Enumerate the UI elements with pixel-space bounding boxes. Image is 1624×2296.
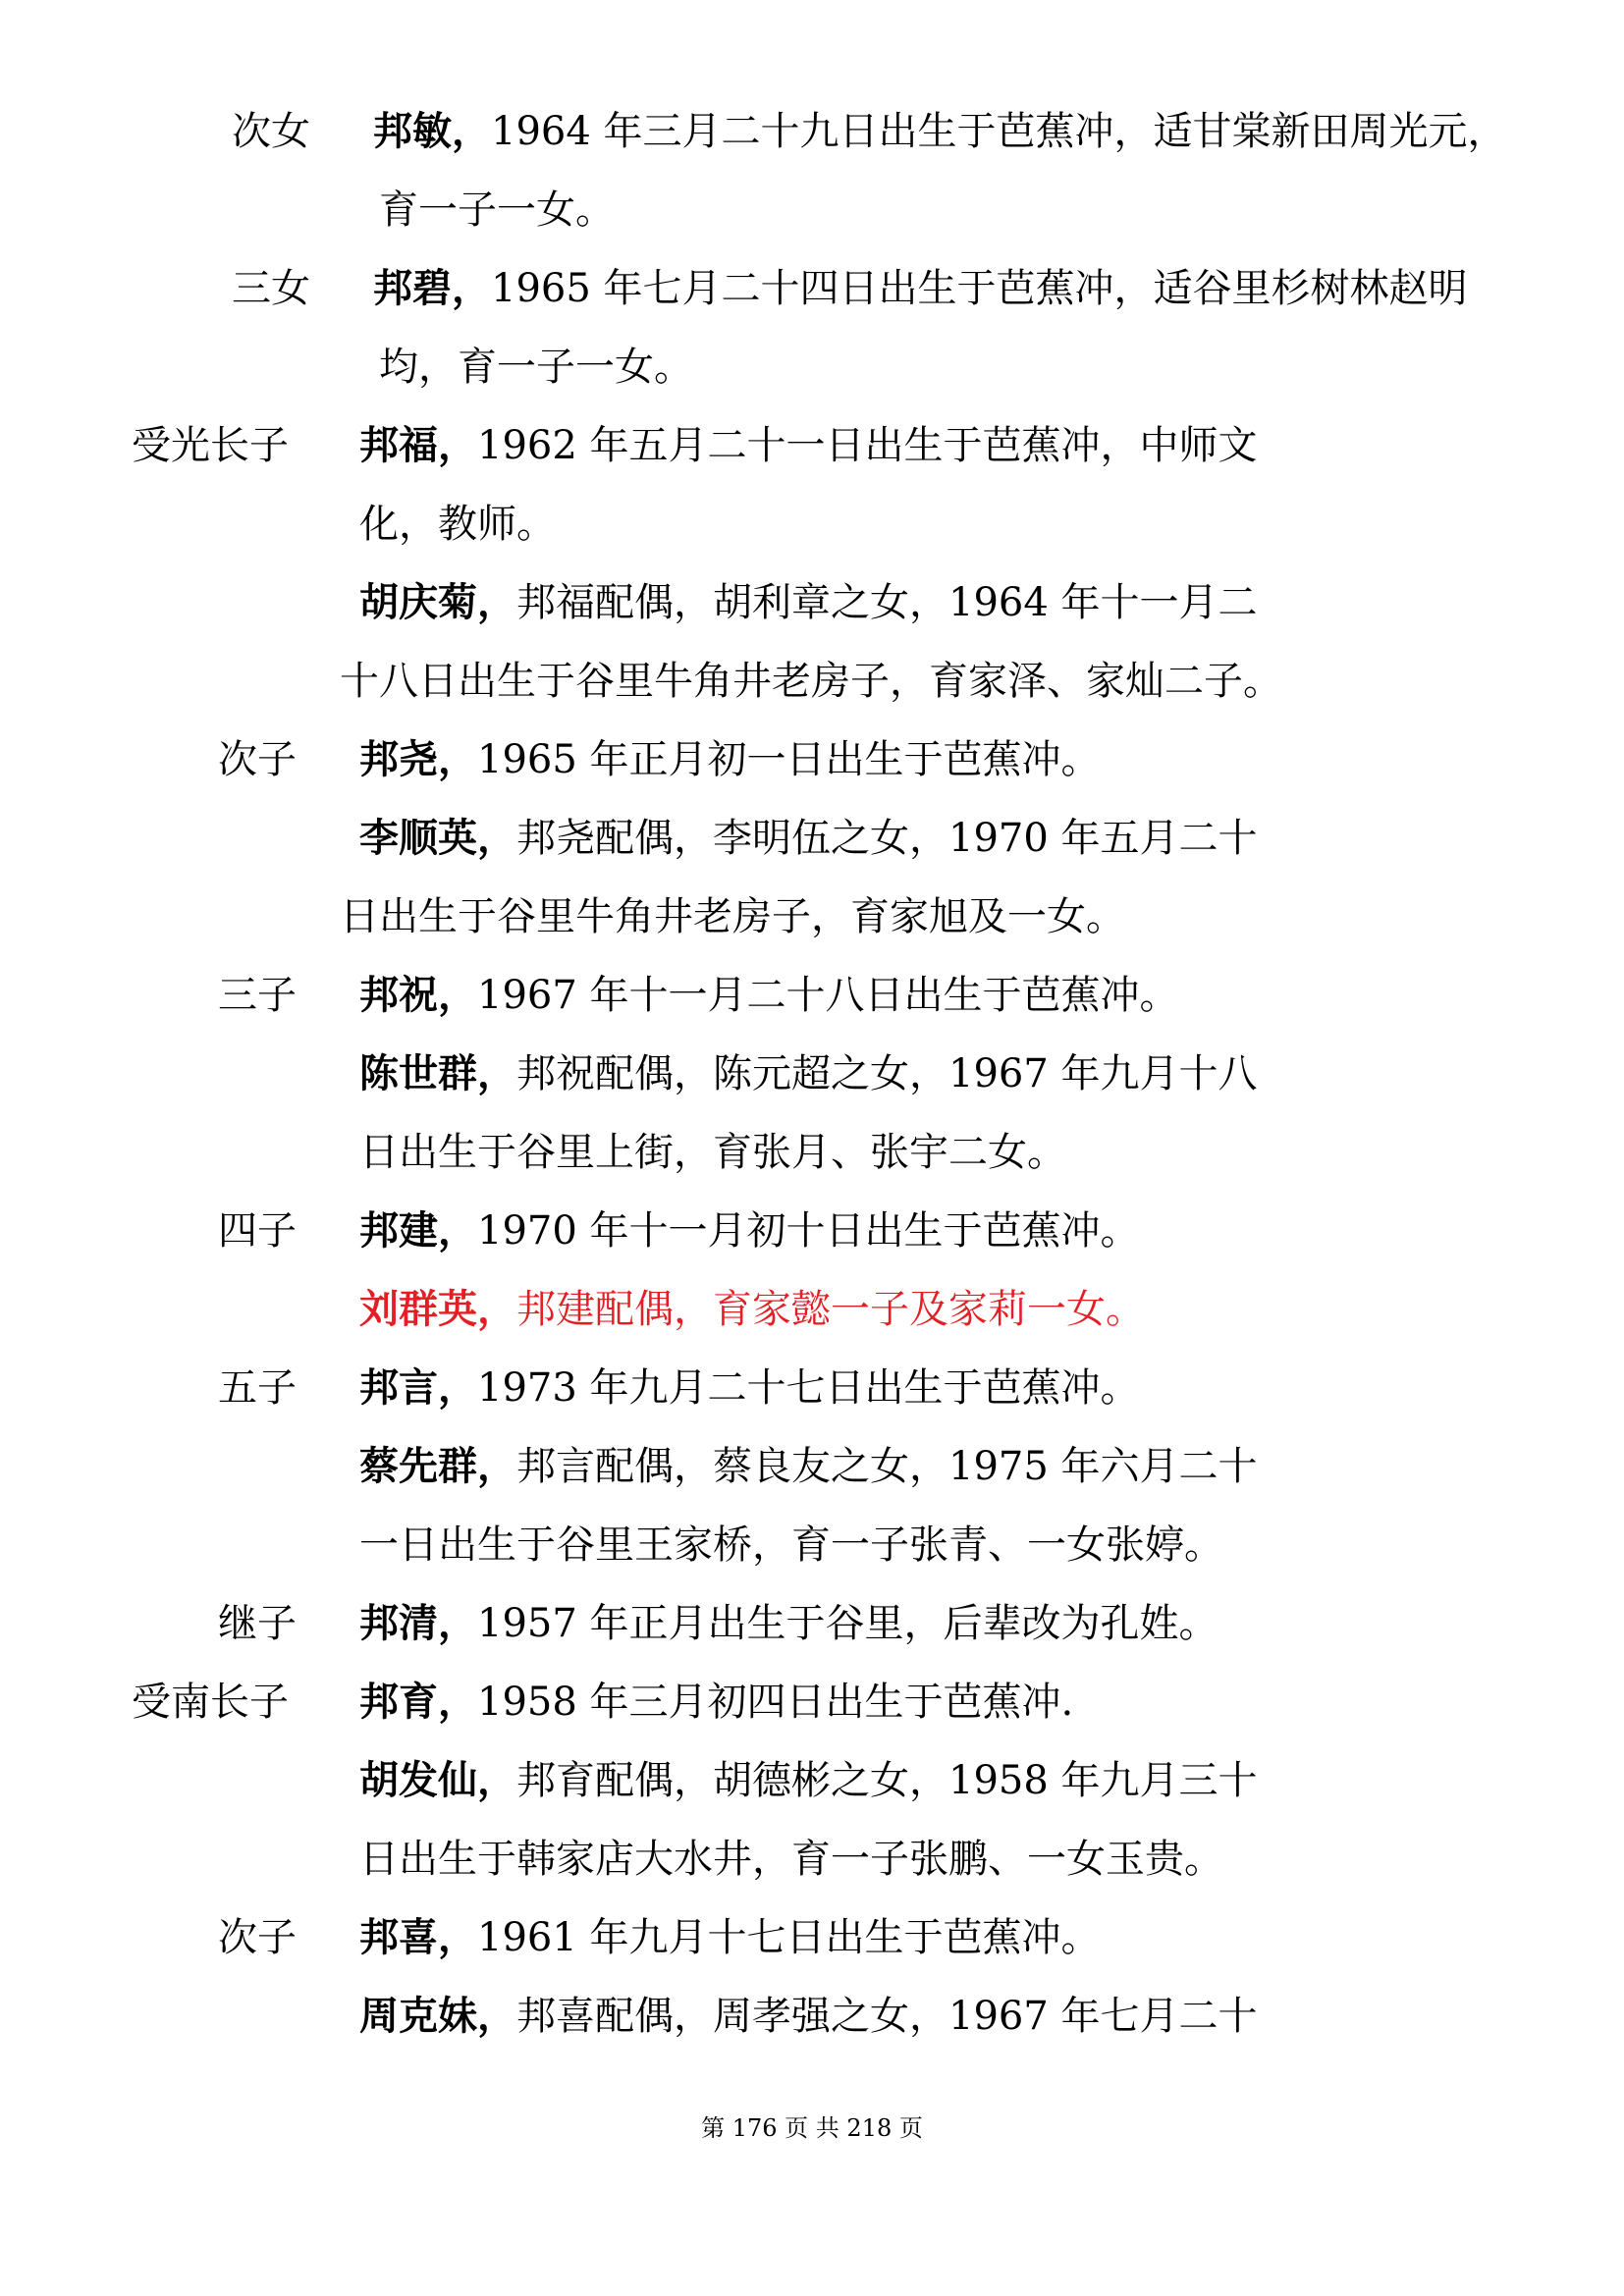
entry-continuation: 日出生于谷里上街，育张月、张宇二女。 — [359, 1130, 1066, 1175]
entry-continuation: 均，育一子一女。 — [379, 345, 693, 390]
person-name: 邦祝， — [359, 972, 477, 1018]
person-name: 邦福， — [359, 422, 477, 468]
entry-continuation: 日出生于谷里牛角井老房子，育家旭及一女。 — [340, 894, 1125, 939]
entry-continuation: 育一子一女。 — [379, 187, 615, 233]
entry-text: 1970 年十一月初十日出生于芭蕉冲。 — [477, 1208, 1140, 1254]
role-label: 受南长子 — [132, 1680, 289, 1725]
person-name: 邦尧， — [359, 736, 477, 782]
role-label: 受光长子 — [132, 423, 289, 468]
role-label: 五子 — [218, 1365, 297, 1411]
entry-line — [359, 1437, 1258, 1496]
person-name: 邦清， — [359, 1600, 477, 1646]
entry-line — [359, 730, 1101, 789]
entry-line — [373, 102, 1507, 161]
entry-line — [359, 809, 1258, 868]
entry-line — [359, 1908, 1101, 1967]
entry-text: 1962 年五月二十一日出生于芭蕉冲，中师文 — [477, 423, 1258, 468]
entry-line — [359, 1987, 1258, 2046]
person-name: 胡发仙， — [359, 1757, 516, 1803]
role-label: 三女 — [232, 266, 310, 311]
entry-line — [359, 1751, 1258, 1810]
entry-line — [359, 1359, 1140, 1417]
entry-text: 邦育配偶，胡德彬之女，1958 年九月三十 — [516, 1758, 1258, 1803]
entry-text: 邦喜配偶，周孝强之女，1967 年七月二十 — [516, 1994, 1258, 2039]
role-label: 继子 — [218, 1601, 297, 1646]
entry-text: 1967 年十一月二十八日出生于芭蕉冲。 — [477, 973, 1179, 1018]
entry-text: 1965 年正月初一日出生于芭蕉冲。 — [477, 737, 1101, 782]
person-name: 邦育， — [359, 1679, 477, 1725]
entry-text: 邦祝配偶，陈元超之女，1967 年九月十八 — [516, 1051, 1258, 1096]
person-name: 邦喜， — [359, 1914, 477, 1960]
entry-continuation: 十八日出生于谷里牛角井老房子，育家泽、家灿二子。 — [340, 659, 1282, 704]
entry-line — [359, 1673, 1073, 1732]
entry-text: 邦尧配偶，李明伍之女，1970 年五月二十 — [516, 816, 1258, 861]
role-label: 三子 — [218, 973, 297, 1018]
entry-text: 1958 年三月初四日出生于芭蕉冲. — [477, 1680, 1074, 1725]
role-label: 次女 — [232, 109, 310, 154]
entry-text: 1961 年九月十七日出生于芭蕉冲。 — [477, 1915, 1101, 1960]
person-name: 邦建， — [359, 1207, 477, 1254]
person-name: 蔡先群， — [359, 1443, 516, 1489]
person-name: 李顺英， — [359, 815, 516, 861]
entry-text: 1957 年正月出生于谷里，后辈改为孔姓。 — [477, 1601, 1218, 1646]
person-name: 邦碧， — [373, 265, 491, 311]
person-name: 陈世群， — [359, 1050, 516, 1096]
person-name: 刘群英， — [359, 1286, 516, 1332]
person-name: 邦敏， — [373, 108, 491, 154]
entry-text: 邦言配偶，蔡良友之女，1975 年六月二十 — [516, 1444, 1258, 1489]
person-name: 周克妹， — [359, 1993, 516, 2039]
entry-continuation: 一日出生于谷里王家桥，育一子张青、一女张婷。 — [359, 1522, 1223, 1568]
entry-text: 1964 年三月二十九日出生于芭蕉冲，适甘棠新田周光元， — [491, 109, 1507, 154]
entry-line — [359, 573, 1258, 632]
entry-text: 1973 年九月二十七日出生于芭蕉冲。 — [477, 1365, 1140, 1411]
entry-line — [359, 1044, 1258, 1103]
entry-text: 邦建配偶，育家懿一子及家莉一女。 — [516, 1287, 1145, 1332]
entry-line — [373, 259, 1468, 318]
entry-line — [359, 1594, 1218, 1653]
entry-line — [359, 416, 1258, 475]
entry-text: 邦福配偶，胡利章之女，1964 年十一月二 — [516, 580, 1258, 625]
entry-continuation: 化，教师。 — [359, 502, 556, 547]
highlighted-entry-line — [359, 1280, 1145, 1339]
entry-line — [359, 966, 1179, 1025]
person-name: 胡庆菊， — [359, 579, 516, 625]
person-name: 邦言， — [359, 1364, 477, 1411]
entry-line — [359, 1201, 1140, 1260]
role-label: 次子 — [218, 737, 297, 782]
entry-continuation: 日出生于韩家店大水井，育一子张鹏、一女玉贵。 — [359, 1837, 1223, 1882]
role-label: 次子 — [218, 1915, 297, 1960]
role-label: 四子 — [218, 1208, 297, 1254]
entry-text: 1965 年七月二十四日出生于芭蕉冲，适谷里杉树林赵明 — [491, 266, 1468, 311]
page-footer: 第 176 页 共 218 页 — [701, 2114, 923, 2142]
